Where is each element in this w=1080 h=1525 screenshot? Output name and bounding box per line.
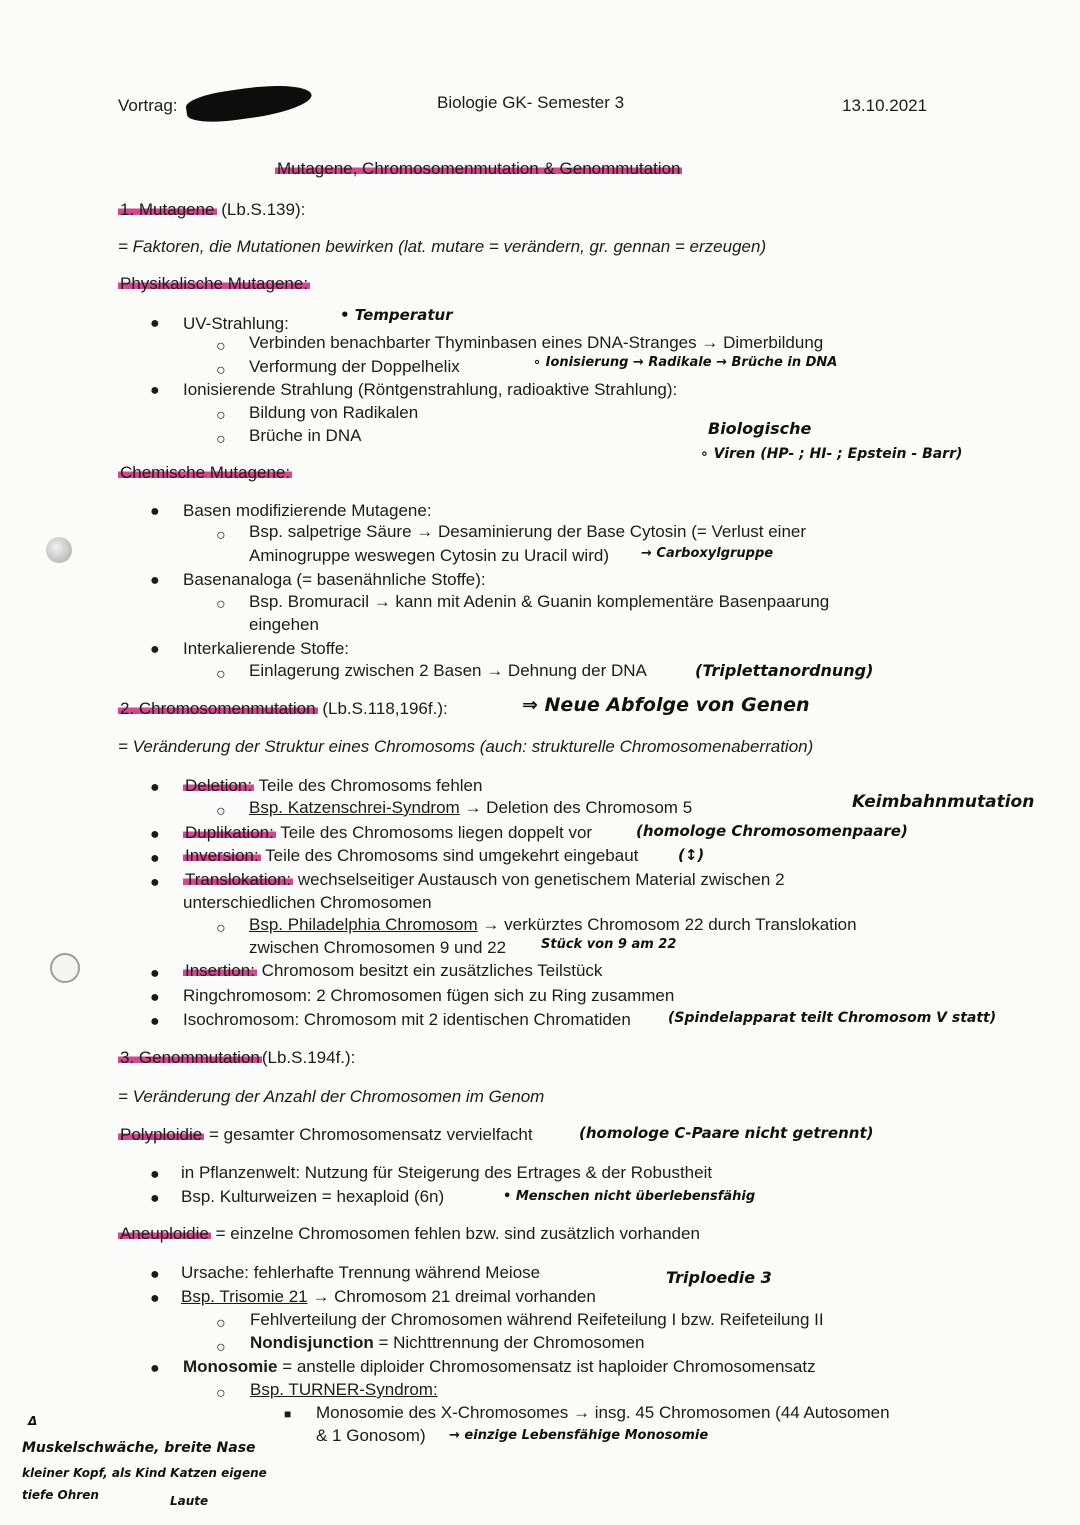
deletion-example: Bsp. Katzenschrei-Syndrom → Deletion des Chromosom 5: [249, 798, 693, 817]
ion-item-b: Brüche in DNA: [249, 426, 362, 445]
base-analogs: Basenanaloga (= basenähnliche Stoffe):: [183, 570, 486, 589]
bullet: ●: [150, 989, 160, 1006]
philadelphia-1: Bsp. Philadelphia Chromosom → verkürztes Chromosom 22 durch Translokation: [249, 915, 857, 934]
margin-note-2: kleiner Kopf, als Kind Katzen eigene: [22, 1466, 267, 1480]
sub-bullet: ○: [216, 596, 226, 613]
note-ionisation: ∘ Ionisierung → Radikale → Brüche in DNA: [533, 355, 838, 370]
sub-bullet: ○: [216, 362, 226, 379]
bullet: ●: [150, 572, 160, 589]
analogs-example-2: eingehen: [249, 615, 319, 634]
base-modifying: Basen modifizierende Mutagene:: [183, 501, 432, 520]
bullet: ●: [150, 874, 160, 891]
polyploidy: Polyploidie = gesamter Chromosomensatz vervielfacht: [120, 1125, 533, 1144]
ring-chromosome: Ringchromosom: 2 Chromosomen fügen sich zu Ring zusammen: [183, 986, 675, 1005]
note-biological: Biologische: [708, 419, 812, 438]
note-only-viable-monosomy: → einzige Lebensfähige Monosomie: [449, 1428, 709, 1443]
sub-bullet: ○: [216, 431, 226, 448]
margin-note-3: tiefe Ohren: [22, 1488, 99, 1502]
note-piece-of-9: Stück von 9 am 22: [541, 937, 677, 952]
header-course: Biologie GK- Semester 3: [437, 93, 625, 112]
bullet: ●: [150, 826, 160, 843]
bullet: ●: [150, 1290, 160, 1307]
sub-bullet: ○: [216, 666, 226, 683]
punch-hole-top: [46, 537, 72, 563]
bullet: ●: [150, 1266, 160, 1283]
inversion: Inversion: Teile des Chromosoms sind umgekehrt eingebaut: [185, 846, 639, 865]
note-germline: Keimbahnmutation: [852, 792, 1035, 812]
sub-bullet: ○: [216, 407, 226, 424]
translocation-1: Translokation: wechselseitiger Austausch von genetischem Material zwischen 2: [185, 870, 785, 889]
uv-radiation: UV-Strahlung:: [183, 314, 289, 333]
ion-item-a: Bildung von Radikalen: [249, 403, 419, 422]
punch-hole-bottom: [50, 953, 80, 983]
section-3-heading: 3. Genommutation (Lb.S.194f.):: [120, 1048, 356, 1067]
philadelphia-2: zwischen Chromosomen 9 und 22: [249, 938, 507, 957]
sub-bullet: ○: [216, 338, 226, 355]
base-mod-example-1: Bsp. salpetrige Säure → Desaminierung der Base Cytosin (= Verlust einer: [249, 522, 807, 541]
duplication: Duplikation: Teile des Chromosoms liegen doppelt vor: [185, 823, 593, 842]
turner-detail-1: Monosomie des X-Chromosomes → insg. 45 Chromosomen (44 Autosomen: [316, 1403, 890, 1422]
deletion: Deletion: Teile des Chromosoms fehlen: [185, 776, 483, 795]
trisomy-item-a: Fehlverteilung der Chromosomen während Reifeteilung I bzw. Reifeteilung II: [250, 1310, 824, 1329]
trisomy-item-b: Nondisjunction = Nichttrennung der Chromosomen: [250, 1333, 645, 1352]
turner-syndrome: Bsp. TURNER-Syndrom:: [250, 1380, 438, 1399]
section-3-definition: = Veränderung der Anzahl der Chromosomen im Genom: [118, 1087, 545, 1106]
note-homologous: (homologe Chromosomenpaare): [636, 822, 908, 840]
sub-bullet: ○: [216, 1315, 226, 1332]
section-2-heading: 2. Chromosomenmutation (Lb.S.118,196f.):: [120, 699, 448, 718]
uv-item-a: Verbinden benachbarter Thyminbasen eines DNA-Stranges → Dimerbildung: [249, 333, 824, 352]
aneuploidy-cause: Ursache: fehlerhafte Trennung während Meiose: [181, 1263, 541, 1282]
bullet: ●: [150, 779, 160, 796]
section-2-definition: = Veränderung der Struktur eines Chromosoms (auch: strukturelle Chromosomenaberration): [118, 737, 814, 756]
translocation-2: unterschiedlichen Chromosomen: [183, 893, 432, 912]
sub-bullet: ○: [216, 1385, 226, 1402]
bullet: ●: [150, 1360, 160, 1377]
margin-note-4: Laute: [170, 1494, 209, 1508]
bullet: ●: [150, 503, 160, 520]
insertion: Insertion: Chromosom besitzt ein zusätzliches Teilstück: [185, 961, 603, 980]
note-temperature: • Temperatur: [340, 306, 453, 324]
note-carboxyl: → Carboxylgruppe: [641, 546, 774, 561]
square-bullet: ■: [284, 1407, 292, 1421]
base-mod-example-2: Aminogruppe weswegen Cytosin zu Uracil wird): [249, 546, 609, 565]
bullet: ●: [150, 382, 160, 399]
intercalating-example: Einlagerung zwischen 2 Basen → Dehnung der DNA: [249, 661, 647, 680]
polyploidy-wheat: Bsp. Kulturweizen = hexaploid (6n): [181, 1187, 445, 1206]
trisomy-21: Bsp. Trisomie 21 → Chromosom 21 dreimal vorhanden: [181, 1287, 596, 1306]
header-vortrag: Vortrag:: [118, 96, 178, 115]
section-1-definition: = Faktoren, die Mutationen bewirken (lat. mutare = verändern, gr. gennan = erzeugen): [118, 237, 767, 256]
redacted-name: [185, 79, 314, 126]
isochromosome: Isochromosom: Chromosom mit 2 identischen Chromatiden: [183, 1010, 631, 1029]
note-humans-not-viable: • Menschen nicht überlebensfähig: [503, 1189, 756, 1204]
analogs-example-1: Bsp. Bromuracil → kann mit Adenin & Guanin komplementäre Basenpaarung: [249, 592, 830, 611]
note-viruses: ∘ Viren (HP- ; HI- ; Epstein - Barr): [700, 446, 963, 462]
sub-bullet: ○: [216, 1339, 226, 1356]
page-title: Mutagene, Chromosomenmutation & Genommutation: [277, 159, 681, 178]
aneuploidy: Aneuploidie = einzelne Chromosomen fehlen bzw. sind zusätzlich vorhanden: [120, 1224, 700, 1243]
note-inversion-arrow: (↕): [678, 846, 705, 864]
section-1-heading: 1. Mutagene (Lb.S.139):: [120, 200, 306, 219]
turner-detail-2: & 1 Gonosom): [316, 1426, 426, 1445]
bullet: ●: [150, 850, 160, 867]
bullet: ●: [150, 1190, 160, 1207]
header-date: 13.10.2021: [842, 96, 928, 115]
margin-note-1: Muskelschwäche, breite Nase: [22, 1440, 256, 1456]
ionizing-radiation: Ionisierende Strahlung (Röntgenstrahlung, radioaktive Strahlung):: [183, 380, 678, 399]
intercalating: Interkalierende Stoffe:: [183, 639, 350, 658]
note-new-gene-order: ⇒ Neue Abfolge von Genen: [522, 694, 810, 716]
polyploidy-plants: in Pflanzenwelt: Nutzung für Steigerung des Ertrages & der Robustheit: [181, 1163, 713, 1182]
margin-delta: Δ: [28, 1414, 38, 1428]
bullet: ●: [150, 965, 160, 982]
note-triplet: (Triplettanordnung): [695, 661, 874, 680]
sub-bullet: ○: [216, 527, 226, 544]
physical-mutagens-heading: Physikalische Mutagene:: [120, 274, 309, 293]
note-triploidy: Triploedie 3: [666, 1268, 772, 1287]
bullet: ●: [150, 1166, 160, 1183]
note-homologous-pairs: (homologe C-Paare nicht getrennt): [579, 1124, 874, 1142]
monosomy: Monosomie = anstelle diploider Chromosomensatz ist haploider Chromosomensatz: [183, 1357, 816, 1376]
bullet: ●: [150, 641, 160, 658]
bullet: ●: [150, 1013, 160, 1030]
note-spindle: (Spindelapparat teilt Chromosom V statt): [668, 1010, 997, 1026]
sub-bullet: ○: [216, 803, 226, 820]
sub-bullet: ○: [216, 920, 226, 937]
uv-item-b: Verformung der Doppelhelix: [249, 357, 460, 376]
bullet: ●: [150, 315, 160, 332]
chemical-mutagens-heading: Chemische Mutagene:: [120, 463, 291, 482]
